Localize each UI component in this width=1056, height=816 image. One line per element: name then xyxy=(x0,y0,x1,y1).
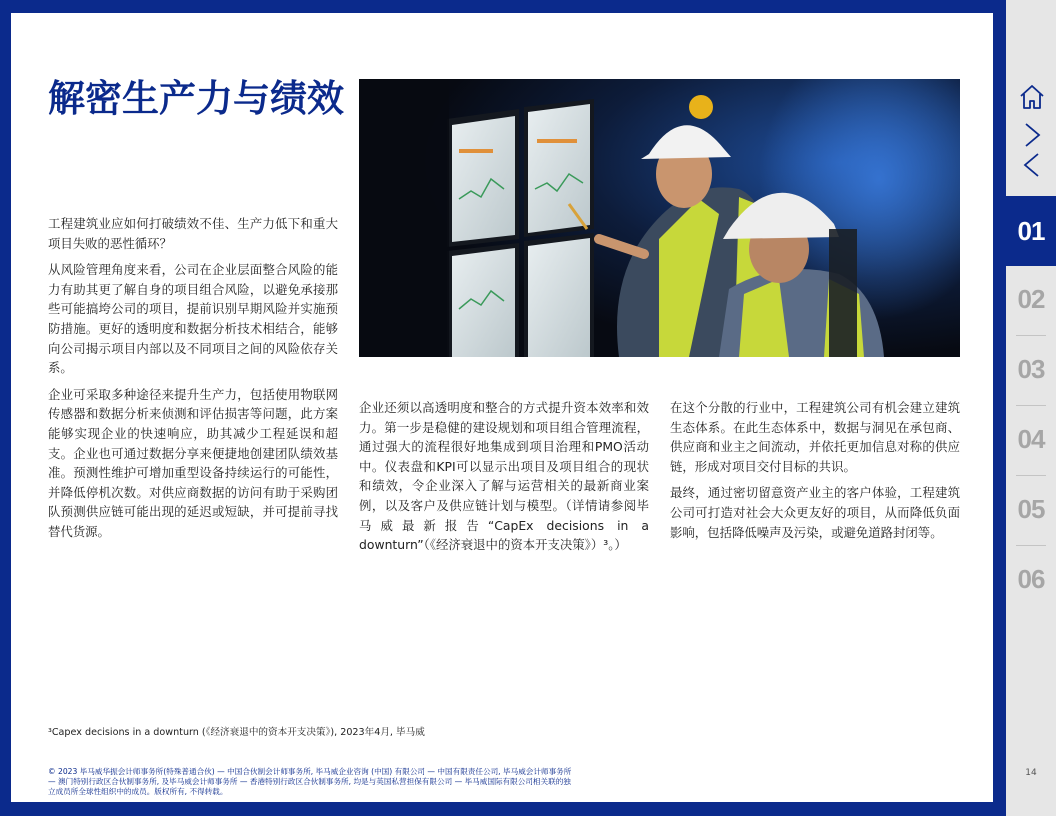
sidebar-divider xyxy=(993,0,1006,816)
section-link-04[interactable]: 04 xyxy=(1017,424,1045,454)
section-divider xyxy=(1016,335,1046,336)
section-link-06[interactable]: 06 xyxy=(1017,564,1045,594)
column-1 xyxy=(48,214,338,549)
monitor-wall xyxy=(359,79,594,357)
paragraph: 工程建筑业应如何打破绩效不佳、生产力低下和重大项目失败的恶性循环？ xyxy=(48,216,338,251)
section-divider xyxy=(1016,475,1046,476)
paragraph: 从风险管理角度来看，公司在企业层面整合风险的能力有助其更了解自身的项目组合风险，以避免承接那些可能搞垮公司的项目，提前识别早期风险并实施预防措施。更好的透明度和数据分析技术相结合，能够向公司揭示项目内部以及不同项目之间的风险依存关系。 xyxy=(48,262,338,376)
section-link-01[interactable]: 01 xyxy=(1006,196,1056,266)
page-title: 解密生产力与绩效 xyxy=(48,77,344,120)
page-number: 14 xyxy=(1025,768,1037,778)
column-3 xyxy=(670,398,960,549)
hero-photo xyxy=(359,79,960,357)
column-2 xyxy=(359,398,649,562)
paragraph: 企业可采取多种途径来提升生产力，包括使用物联网传感器和数据分析来侦测和评估损害等问题，此方案能够实现企业的快速响应，助其减少工程延误和超支。企业也可通过数据分享来便捷地创建团队绩效基准。预测性维护可增加重型设备持续运行的可能性，并降低停机次数。对供应商数据的访问有助于采购团队预测供应链可能出现的延迟或短缺，并可提前寻找替代货源。 xyxy=(48,386,338,539)
next-page-icon[interactable] xyxy=(1016,120,1048,150)
paragraph: 最终，通过密切留意资产业主的客户体验，工程建筑公司可打造对社会大众更友好的项目，从而降低负面影响，包括降低噪声及污染，或避免道路封闭等。 xyxy=(670,485,960,540)
paragraph: 在这个分散的行业中，工程建筑公司有机会建立建筑生态体系。在此生态体系中，数据与洞见在承包商、供应商和业主之间流动，并依托更加信息对称的供应链，形成对项目交付目标的共识。 xyxy=(670,400,960,474)
section-link-02[interactable]: 02 xyxy=(1017,284,1045,314)
legal-notice: © 2023 毕马威华振会计师事务所(特殊普通合伙) — 中国合伙制会计师事务所, 毕马威企业咨询 (中国) 有限公司 — 中国有限责任公司, 毕马威会计师事务所 — 澳门特别行政区合伙制事务所, 及毕马威会计师事务所 — 香港特别行政区合伙制事务所, 均是与英国私营担保有限公司 — 毕马威国际有限公司相关联的独立成员所全球性组织中的成员。版权所有, 不得转载。 xyxy=(48,767,572,796)
bottom-border xyxy=(0,802,993,816)
section-link-05[interactable]: 05 xyxy=(1017,494,1045,524)
paragraph: 企业还须以高透明度和整合的方式提升资本效率和效力。第一步是稳健的建设规划和项目组合管理流程，通过强大的流程很好地集成到项目治理和PMO活动中。仪表盘和KPI可以显示出项目及项目组合的现状和绩效，令企业深入了解与运营相关的最新商业案例，以及客户及供应链计划与模型。（详情请参阅毕马威最新报告“CapEx decisions in a downturn”（《经济衰退中的资本开支决策》）³。） xyxy=(359,400,649,553)
section-divider xyxy=(1016,545,1046,546)
footnote: ³Capex decisions in a downturn (《经济衰退中的资本开支决策》), 2023年4月, 毕马威 xyxy=(48,727,425,738)
section-divider xyxy=(1016,405,1046,406)
previous-page-icon[interactable] xyxy=(1016,150,1048,180)
left-border xyxy=(0,0,11,816)
top-border xyxy=(0,0,993,13)
home-icon[interactable] xyxy=(1016,82,1048,112)
section-link-03[interactable]: 03 xyxy=(1017,354,1045,384)
